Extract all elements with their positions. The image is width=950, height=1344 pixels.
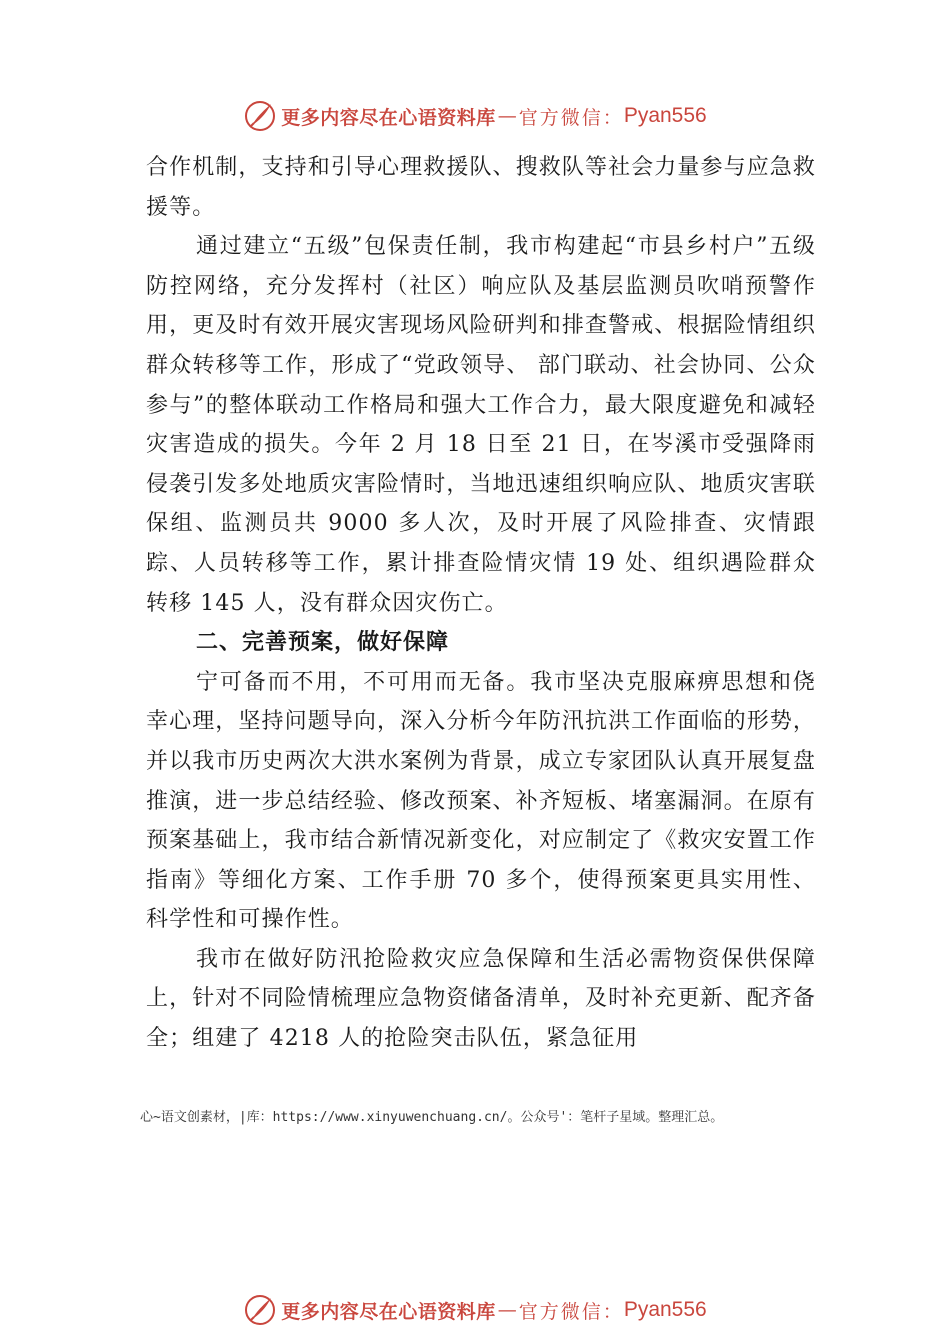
wechat-label: 官方微信： bbox=[518, 106, 624, 129]
source-footnote: 心~语文创素材，|库：https://www.xinyuwenchuang.cn/。公众号'：笔杆子星域。整理汇总。 bbox=[140, 1110, 724, 1125]
banner-dash: — bbox=[497, 105, 517, 127]
paragraph: 我市在做好防汛抢险救灾应急保障和生活必需物资保供保障上，针对不同险情梳理应急物资储备清单，及时补充更新、配齐备全；组建了 4218 人的抢险突击队伍，紧急征用 bbox=[146, 946, 816, 1052]
wechat-id: Pyan556 bbox=[623, 1298, 707, 1321]
section-heading: 二、完善预案，做好保障 bbox=[196, 630, 450, 656]
paragraph: 通过建立“五级”包保责任制，我市构建起“市县乡村户”五级防控网络，充分发挥村（社区）响应队及基层监测员吹哨预警作用，更及时有效开展灾害现场风险研判和排查警戒、根据险情组织群众转移等工作，形成了“党政领导、 部门联动、社会协同、公众参与”的整体联动工作格局和强大工作合力，最大限度避免和减轻灾害造成的损失。今年 2 月 18 日至 21 日，在岑溪市受强降雨侵袭引发多处地质灾害险情时，当地迅速组织响应队、地质灾害联保组、监测员共 9000 多人次，及时开展了风险排查、灾情跟踪、人员转移等工作，累计排查险情灾情 19 处、组织遇险群众转移 145 人，没有群众因灾伤亡。 bbox=[146, 234, 816, 616]
paragraph-continuation: 合作机制，支持和引导心理救援队、搜救队等社会力量参与应急救援等。 bbox=[146, 155, 816, 220]
paragraph: 宁可备而不用，不可用而无备。我市坚决克服麻痹思想和侥幸心理，坚持问题导向，深入分析今年防汛抗洪工作面临的形势，并以我市历史两次大洪水案例为背景，成立专家团队认真开展复盘推演，进一步总结经验、修改预案、补齐短板、堵塞漏洞。在原有预案基础上，我市结合新情况新变化，对应制定了《救灾安置工作指南》等细化方案、工作手册 70 多个，使得预案更具实用性、科学性和可操作性。 bbox=[146, 669, 816, 933]
wechat-label: 官方微信： bbox=[518, 1300, 624, 1323]
banner-dash: — bbox=[497, 1299, 517, 1321]
footer-banner bbox=[0, 1290, 950, 1330]
quill-logo-icon bbox=[243, 99, 277, 133]
header-banner bbox=[0, 96, 950, 136]
quill-logo-icon bbox=[243, 1293, 277, 1327]
brand-text: 更多内容尽在心语资料库 bbox=[281, 1300, 496, 1323]
brand-text: 更多内容尽在心语资料库 bbox=[281, 106, 496, 129]
wechat-id: Pyan556 bbox=[623, 104, 707, 127]
document-body bbox=[146, 148, 816, 1059]
